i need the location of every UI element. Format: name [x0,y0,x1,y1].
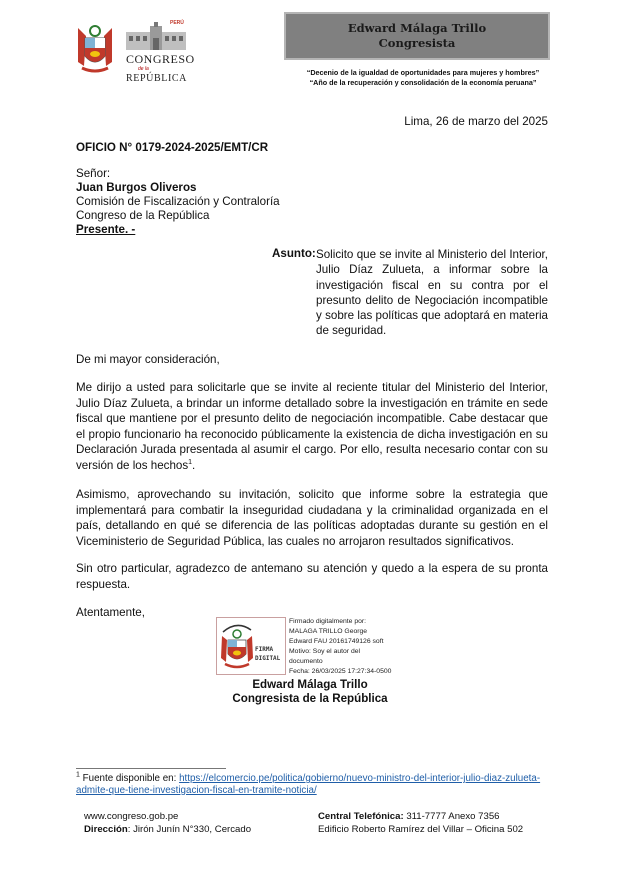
footnote-ref[interactable]: 1 [188,458,193,466]
logo-connector: de la [138,66,149,72]
logo-republica-label: REPÚBLICA [126,73,187,84]
salutation: Señor: [76,167,111,180]
footer-right [318,810,523,836]
subject-label: Asunto: [272,247,316,260]
paragraph-1: Me dirijo a usted para solicitarle que se invite al reciente titular del Ministerio del Interior, Julio Díaz Zulueta, a brindar un informe detallado sobre la investigación en trámite en sede fiscal que mantiene por el presunto delito de negociación incompatible. Cabe destacar que el propio funcionario ha reconocido públicamente la existencia de dicha investigación en su Declaración Jurada presentada al asumir el cargo. Por ello, resulta necesario contar con su versión de los hechos$^1$. [76,381,548,472]
presente-label: Presente. - [76,223,136,236]
signature-details: Firmado digitalmente por: MALAGA TRILLO George Edward FAU 20161749126 soft Motivo: Soy el autor del documento Fecha: 26/03/2025 17:27:34-0500 [289,618,392,675]
recipient-block [76,167,280,237]
closing: Atentamente, [76,606,145,619]
footnote: $^1$ Fuente disponible en: https://elcomercio.pe/politica/gobierno/nuevo-ministro-del-interior-julio-diaz-zulueta-admite-que-tiene-investigacion-fiscal-en-tramite-noticia/ [76,771,541,796]
header-name: Edward Málaga Trillo [347,21,487,35]
footer-left [84,810,251,836]
paragraph-3: Sin otro particular, agradezco de antemano su atención y quedo a la espera de su pronta respuesta. [76,562,548,591]
footer-phone: Central Telefónica: 311-7777 Anexo 7356 [318,811,500,822]
coat-of-arms-icon [74,22,116,76]
footer-building: Edificio Roberto Ramírez del Villar – Oficina 502 [318,824,524,835]
svg-text:DIGITAL: DIGITAL [255,655,281,662]
logo-congreso-label: CONGRESO [126,52,195,66]
oficio-number: OFICIO N° 0179-2024-2025/EMT/CR [76,141,269,154]
header-role: Congresista [378,36,456,50]
footer-address: Dirección: Jirón Junín N°330, Cercado [84,824,252,835]
paragraph-2: Asimismo, aprovechando su invitación, solicito que informe sobre la estrategia que implementará para combatir la inseguridad ciudadana y la criminalidad organizada en el país, detallando en qué se diferencia de las políticas adoptadas durante su gestión en el Viceministerio de Seguridad Pública, las cuales no arrojaron resultados significativos. [76,488,548,548]
footnote-divider [76,768,226,769]
footer-website[interactable]: www.congreso.gob.pe [84,811,179,822]
signer-title: Congresista de la República [232,692,388,705]
svg-text:FIRMA: FIRMA [255,646,274,653]
congreso-logo [68,18,258,84]
digital-signature-stamp [216,617,286,675]
congressman-header-box [284,12,550,60]
recipient-institution: Congreso de la República [76,209,210,222]
recipient-commission: Comisión de Fiscalización y Contraloría [76,195,280,208]
subject-text: Solicito que se invite al Ministerio del Interior, Julio Díaz Zulueta, a informar sobre la investigación fiscal en su contra por el presunto delito de Negociación incompatible y sobre las políticas que adoptará en materia de seguridad. [316,248,548,338]
recipient-name: Juan Burgos Oliveros [76,181,197,194]
letter-date: Lima, 26 de marzo del 2025 [404,115,548,128]
motto-year: “Año de la recuperación y consolidación de la economía peruana” [309,78,537,87]
signer-name: Edward Málaga Trillo [252,678,368,691]
logo-peru-label: PERÚ [170,20,184,26]
signer-block [200,678,420,706]
footnote-link[interactable]: https://elcomercio.pe/politica/gobierno/nuevo-ministro-del-interior-julio-diaz-zulueta-admite-que-tiene-investigacion-fiscal-en-tramite-noticia/ [76,773,541,796]
greeting: De mi mayor consideración, [76,353,220,366]
palace-icon [126,22,186,50]
seal-icon [217,618,285,674]
motto-decade: “Decenio de la igualdad de oportunidades para mujeres y hombres” [306,68,540,77]
official-mottos [290,68,556,88]
